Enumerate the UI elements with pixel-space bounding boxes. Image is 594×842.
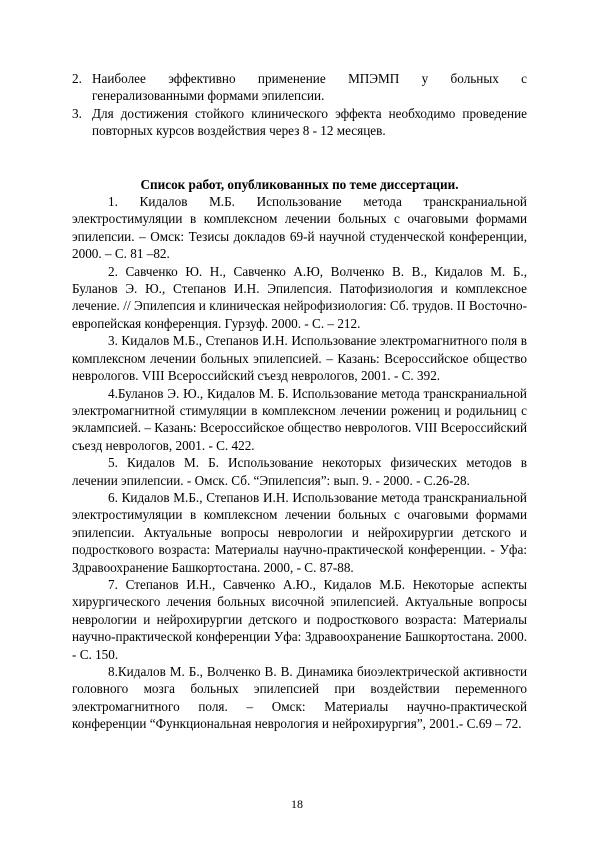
publication-item: 8.Кидалов М. Б., Волченко В. В. Динамика биоэлектрической активности головного мозга больных эпилепсией при воздействии переменного электромагнитного поля. – Омск: Материалы научно-практической конференции “Функциональная неврология и нейрохирургия”, 2001.- С.69 – 72. [72,664,527,732]
page-number: 18 [291,797,303,811]
publications-list [72,193,527,733]
publication-item: 4.Буланов Э. Ю., Кидалов М. Б. Использование метода транскраниальной электромагнитной стимуляции в комплексном лечении рожениц и родильниц с эклампсией. – Казань: Всероссийское общество неврологов. VIII Всероссийский съезд неврологов, 2001. - С. 422. [72,385,527,453]
publication-item: 1. Кидалов М.Б. Использование метода транскраниальной электростимуляции в комплексном лечении больных с очаговыми формами эпилепсии. – Омск: Тезисы докладов 69-й научной студенческой конференции, 2000. – С. 81 –82. [72,194,527,262]
conclusion-number: 3. [72,105,82,121]
publication-item: 7. Степанов И.Н., Савченко А.Ю., Кидалов М.Б. Некоторые аспекты хирургического лечения больных височной эпилепсией. Актуальные вопросы неврологии и нейрохирургии детского и подросткового возраста: Материалы научно-практической конференции Уфа: Здравоохранение Башкортостана. 2000. - С. 150. [72,576,527,662]
conclusion-item [72,70,527,105]
publication-item: 3. Кидалов М.Б., Степанов И.Н. Использование электромагнитного поля в комплексном лечении больных эпилепсией. – Казань: Всероссийское общество неврологов. VIII Всероссийский съезд неврологов, 2001. - С. 392. [72,333,527,384]
publication-item: 5. Кидалов М. Б. Использование некоторых физических методов в лечении эпилепсии. - Омск. Сб. “Эпилепсия”: вып. 9. - 2000. - С.26-28. [72,455,527,488]
conclusion-text: Наиболее эффективно применение МПЭМП у больных с генерализованными формами эпилепсии. [92,71,527,104]
conclusion-text: Для достижения стойкого клинического эффекта необходимо проведение повторных курсов воздействия через 8 - 12 месяцев. [92,105,527,139]
conclusion-item [72,105,527,140]
document-page [72,70,527,733]
publication-item: 2. Савченко Ю. Н., Савченко А.Ю, Волченко В. В., Кидалов М. Б., Буланов Э. Ю., Степанов И.Н. Эпилепсия. Патофизиология и комплексное лечение. // Эпилепсия и клиническая нейрофизиология: Сб. трудов. II Восточно-европейская конференция. Гурзуф. 2000. - С. – 212. [72,263,527,331]
conclusion-number: 2. [72,71,82,86]
conclusions-list [72,70,527,140]
publication-item: 6. Кидалов М.Б., Степанов И.Н. Использование метода транскраниальной электростимуляции в комплексном лечении больных с очаговыми формами эпилепсии. Актуальные вопросы неврологии и нейрохирургии детского и подросткового возраста: Материалы научно-практической конференции. - Уфа: Здравоохранение Башкортостана. 2000, - С. 87-88. [72,489,527,575]
publications-title: Список работ, опубликованных по теме диссертации. [140,176,459,192]
